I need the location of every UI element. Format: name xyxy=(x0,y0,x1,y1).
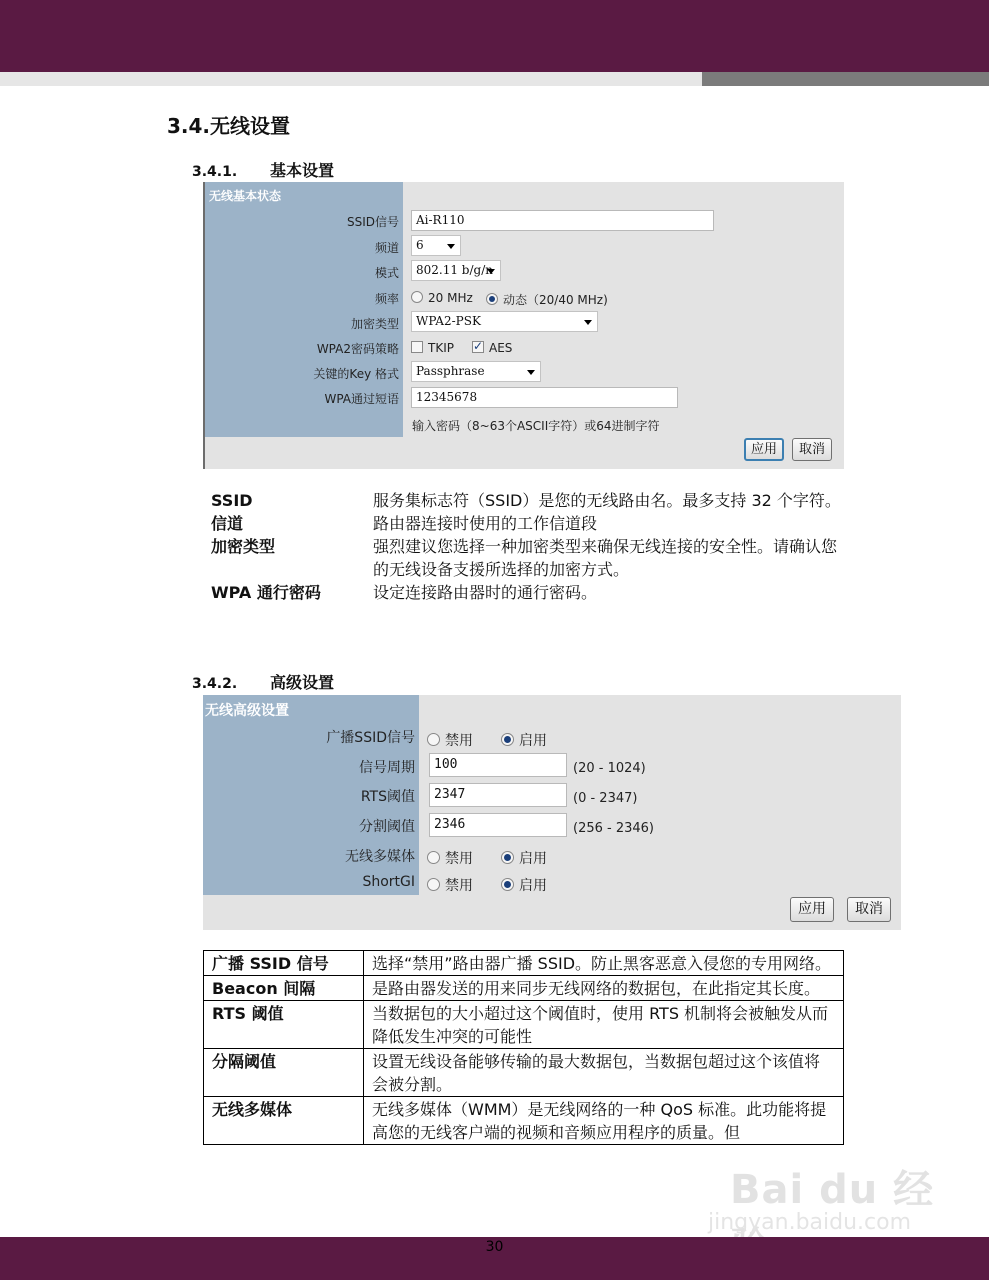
definition-desc: 服务集标志符（SSID）是您的无线路由名。最多支持 32 个字符。 xyxy=(373,491,841,510)
table-desc: 无线多媒体（WMM）是无线网络的一种 QoS 标准。此功能将提高您的无线客户端的视频和音频应用程序的质量。但 xyxy=(364,1097,844,1145)
definition-term: 加密类型 xyxy=(211,537,276,556)
enable-label: 启用 xyxy=(519,851,547,867)
definition-row xyxy=(211,489,851,512)
rts-input[interactable]: 2347 xyxy=(429,783,567,807)
table-term: Beacon 间隔 xyxy=(204,976,364,1001)
definition-term: WPA 通行密码 xyxy=(211,583,321,602)
tkip-label: TKIP xyxy=(428,341,454,355)
passphrase-input[interactable]: 12345678 xyxy=(411,387,678,408)
table-desc: 当数据包的大小超过这个阈值时，使用 RTS 机制将会被触发从而降低发生冲突的可能性 xyxy=(364,1001,844,1049)
advanced-description-table xyxy=(203,950,844,1145)
radio-selected-icon xyxy=(501,878,514,891)
table-term: 分隔阈值 xyxy=(204,1049,364,1097)
table-desc: 是路由器发送的用来同步无线网络的数据包，在此指定其长度。 xyxy=(364,976,844,1001)
security-type-label: 加密类型 xyxy=(350,317,399,331)
shortgi-disable-radio[interactable] xyxy=(427,875,473,895)
definition-desc: 设定连接路由器时的通行密码。 xyxy=(373,583,598,602)
advanced-apply-button[interactable]: 应用 xyxy=(790,897,834,922)
basic-heading-number: 3.4.1. xyxy=(192,164,238,180)
mode-label: 模式 xyxy=(374,266,399,280)
wmm-enable-radio[interactable] xyxy=(501,848,547,868)
broadcast-ssid-enable-radio[interactable] xyxy=(501,730,547,750)
aes-checkbox[interactable] xyxy=(472,341,512,355)
disable-label: 禁用 xyxy=(445,878,473,894)
definition-row xyxy=(211,512,851,535)
channel-select[interactable] xyxy=(411,235,461,256)
definition-term: SSID xyxy=(211,491,253,510)
definition-term: 信道 xyxy=(211,514,244,533)
channel-value: 6 xyxy=(416,238,424,252)
frag-range: (256 - 2346) xyxy=(573,821,654,836)
chevron-down-icon xyxy=(487,269,495,274)
basic-apply-button[interactable]: 应用 xyxy=(744,438,784,461)
advanced-heading xyxy=(192,670,334,693)
bandwidth-20mhz-radio[interactable] xyxy=(411,291,473,305)
chevron-down-icon xyxy=(447,244,455,249)
broadcast-ssid-label: 广播SSID信号 xyxy=(326,730,415,746)
wpa2-cipher-label: WPA2密码策略 xyxy=(316,342,399,356)
ssid-label: SSID信号 xyxy=(346,215,399,229)
header-stripe-light xyxy=(0,72,702,86)
definition-row xyxy=(211,581,851,604)
bandwidth-20mhz-label: 20 MHz xyxy=(428,291,473,305)
aes-label: AES xyxy=(489,341,513,355)
passphrase-label: WPA通过短语 xyxy=(324,392,399,406)
advanced-panel-title: 无线高级设置 xyxy=(205,703,289,719)
table-row xyxy=(204,951,844,976)
beacon-input[interactable]: 100 xyxy=(429,753,567,777)
table-term: 广播 SSID 信号 xyxy=(204,951,364,976)
radio-icon xyxy=(427,878,440,891)
table-row xyxy=(204,976,844,1001)
disable-label: 禁用 xyxy=(445,733,473,749)
advanced-heading-text: 高级设置 xyxy=(270,673,335,692)
chevron-down-icon xyxy=(527,370,535,375)
radio-icon xyxy=(427,851,440,864)
checkbox-icon xyxy=(411,341,423,353)
definition-desc: 路由器连接时使用的工作信道段 xyxy=(373,514,598,533)
tkip-checkbox[interactable] xyxy=(411,341,454,355)
table-desc: 选择“禁用”路由器广播 SSID。防止黑客恶意入侵您的专用网络。 xyxy=(364,951,844,976)
enable-label: 启用 xyxy=(519,733,547,749)
radio-icon xyxy=(411,291,423,303)
security-type-value: WPA2-PSK xyxy=(416,314,481,328)
chevron-down-icon xyxy=(584,320,592,325)
enable-label: 启用 xyxy=(519,878,547,894)
definition-row xyxy=(211,535,851,581)
bandwidth-label: 频率 xyxy=(374,292,399,306)
definition-desc: 强烈建议您选择一种加密类型来确保无线连接的安全性。请确认您的无线设备支援所选择的加密方式。 xyxy=(373,537,838,579)
basic-heading xyxy=(192,158,334,181)
radio-selected-icon xyxy=(501,851,514,864)
key-format-label: 关键的Key 格式 xyxy=(313,367,399,381)
key-format-value: Passphrase xyxy=(416,364,485,378)
mode-value: 802.11 b/g/n xyxy=(416,263,493,277)
mode-select[interactable] xyxy=(411,260,501,281)
advanced-settings-panel xyxy=(203,695,901,930)
shortgi-enable-radio[interactable] xyxy=(501,875,547,895)
baidu-watermark xyxy=(700,1146,940,1240)
frag-label: 分割阈值 xyxy=(359,819,415,835)
watermark-brand: Bai du 经 xyxy=(730,1167,935,1213)
security-type-select[interactable] xyxy=(411,311,598,332)
header-stripe-dark xyxy=(702,72,989,86)
beacon-label: 信号周期 xyxy=(359,760,415,776)
beacon-range: (20 - 1024) xyxy=(573,761,646,776)
ssid-input[interactable]: Ai-R110 xyxy=(411,210,714,231)
wmm-disable-radio[interactable] xyxy=(427,848,473,868)
bandwidth-dynamic-label: 动态（20/40 MHz) xyxy=(503,293,608,307)
basic-settings-panel xyxy=(203,182,844,469)
radio-selected-icon xyxy=(486,293,498,305)
checkbox-checked-icon xyxy=(472,341,484,353)
page-number: 30 xyxy=(485,1239,504,1255)
advanced-cancel-button[interactable]: 取消 xyxy=(847,897,891,922)
bandwidth-dynamic-radio[interactable] xyxy=(486,291,608,308)
rts-label: RTS阈值 xyxy=(360,789,415,805)
table-row xyxy=(204,1001,844,1049)
basic-panel-title: 无线基本状态 xyxy=(209,189,282,203)
table-row xyxy=(204,1049,844,1097)
watermark-url: jingyan.baidu.com xyxy=(708,1210,912,1235)
radio-icon xyxy=(427,733,440,746)
table-desc: 设置无线设备能够传输的最大数据包，当数据包超过这个该值将会被分割。 xyxy=(364,1049,844,1097)
shortgi-label: ShortGI xyxy=(362,874,415,890)
broadcast-ssid-disable-radio[interactable] xyxy=(427,730,473,750)
table-term: RTS 阈值 xyxy=(204,1001,364,1049)
disable-label: 禁用 xyxy=(445,851,473,867)
radio-selected-icon xyxy=(501,733,514,746)
wmm-label: 无线多媒体 xyxy=(345,849,415,865)
channel-label: 频道 xyxy=(374,241,399,255)
basic-heading-text: 基本设置 xyxy=(270,161,335,180)
rts-range: (0 - 2347) xyxy=(573,791,638,806)
key-format-select[interactable] xyxy=(411,361,541,382)
basic-cancel-button[interactable]: 取消 xyxy=(792,438,832,461)
passphrase-hint: 输入密码（8~63个ASCII字符）或64进制字符 xyxy=(412,419,660,433)
frag-input[interactable]: 2346 xyxy=(429,813,567,837)
advanced-heading-number: 3.4.2. xyxy=(192,676,238,692)
table-term: 无线多媒体 xyxy=(204,1097,364,1145)
basic-definitions xyxy=(211,489,851,604)
section-title: 3.4.无线设置 xyxy=(167,114,291,138)
header-bar xyxy=(0,0,989,72)
table-row xyxy=(204,1097,844,1145)
